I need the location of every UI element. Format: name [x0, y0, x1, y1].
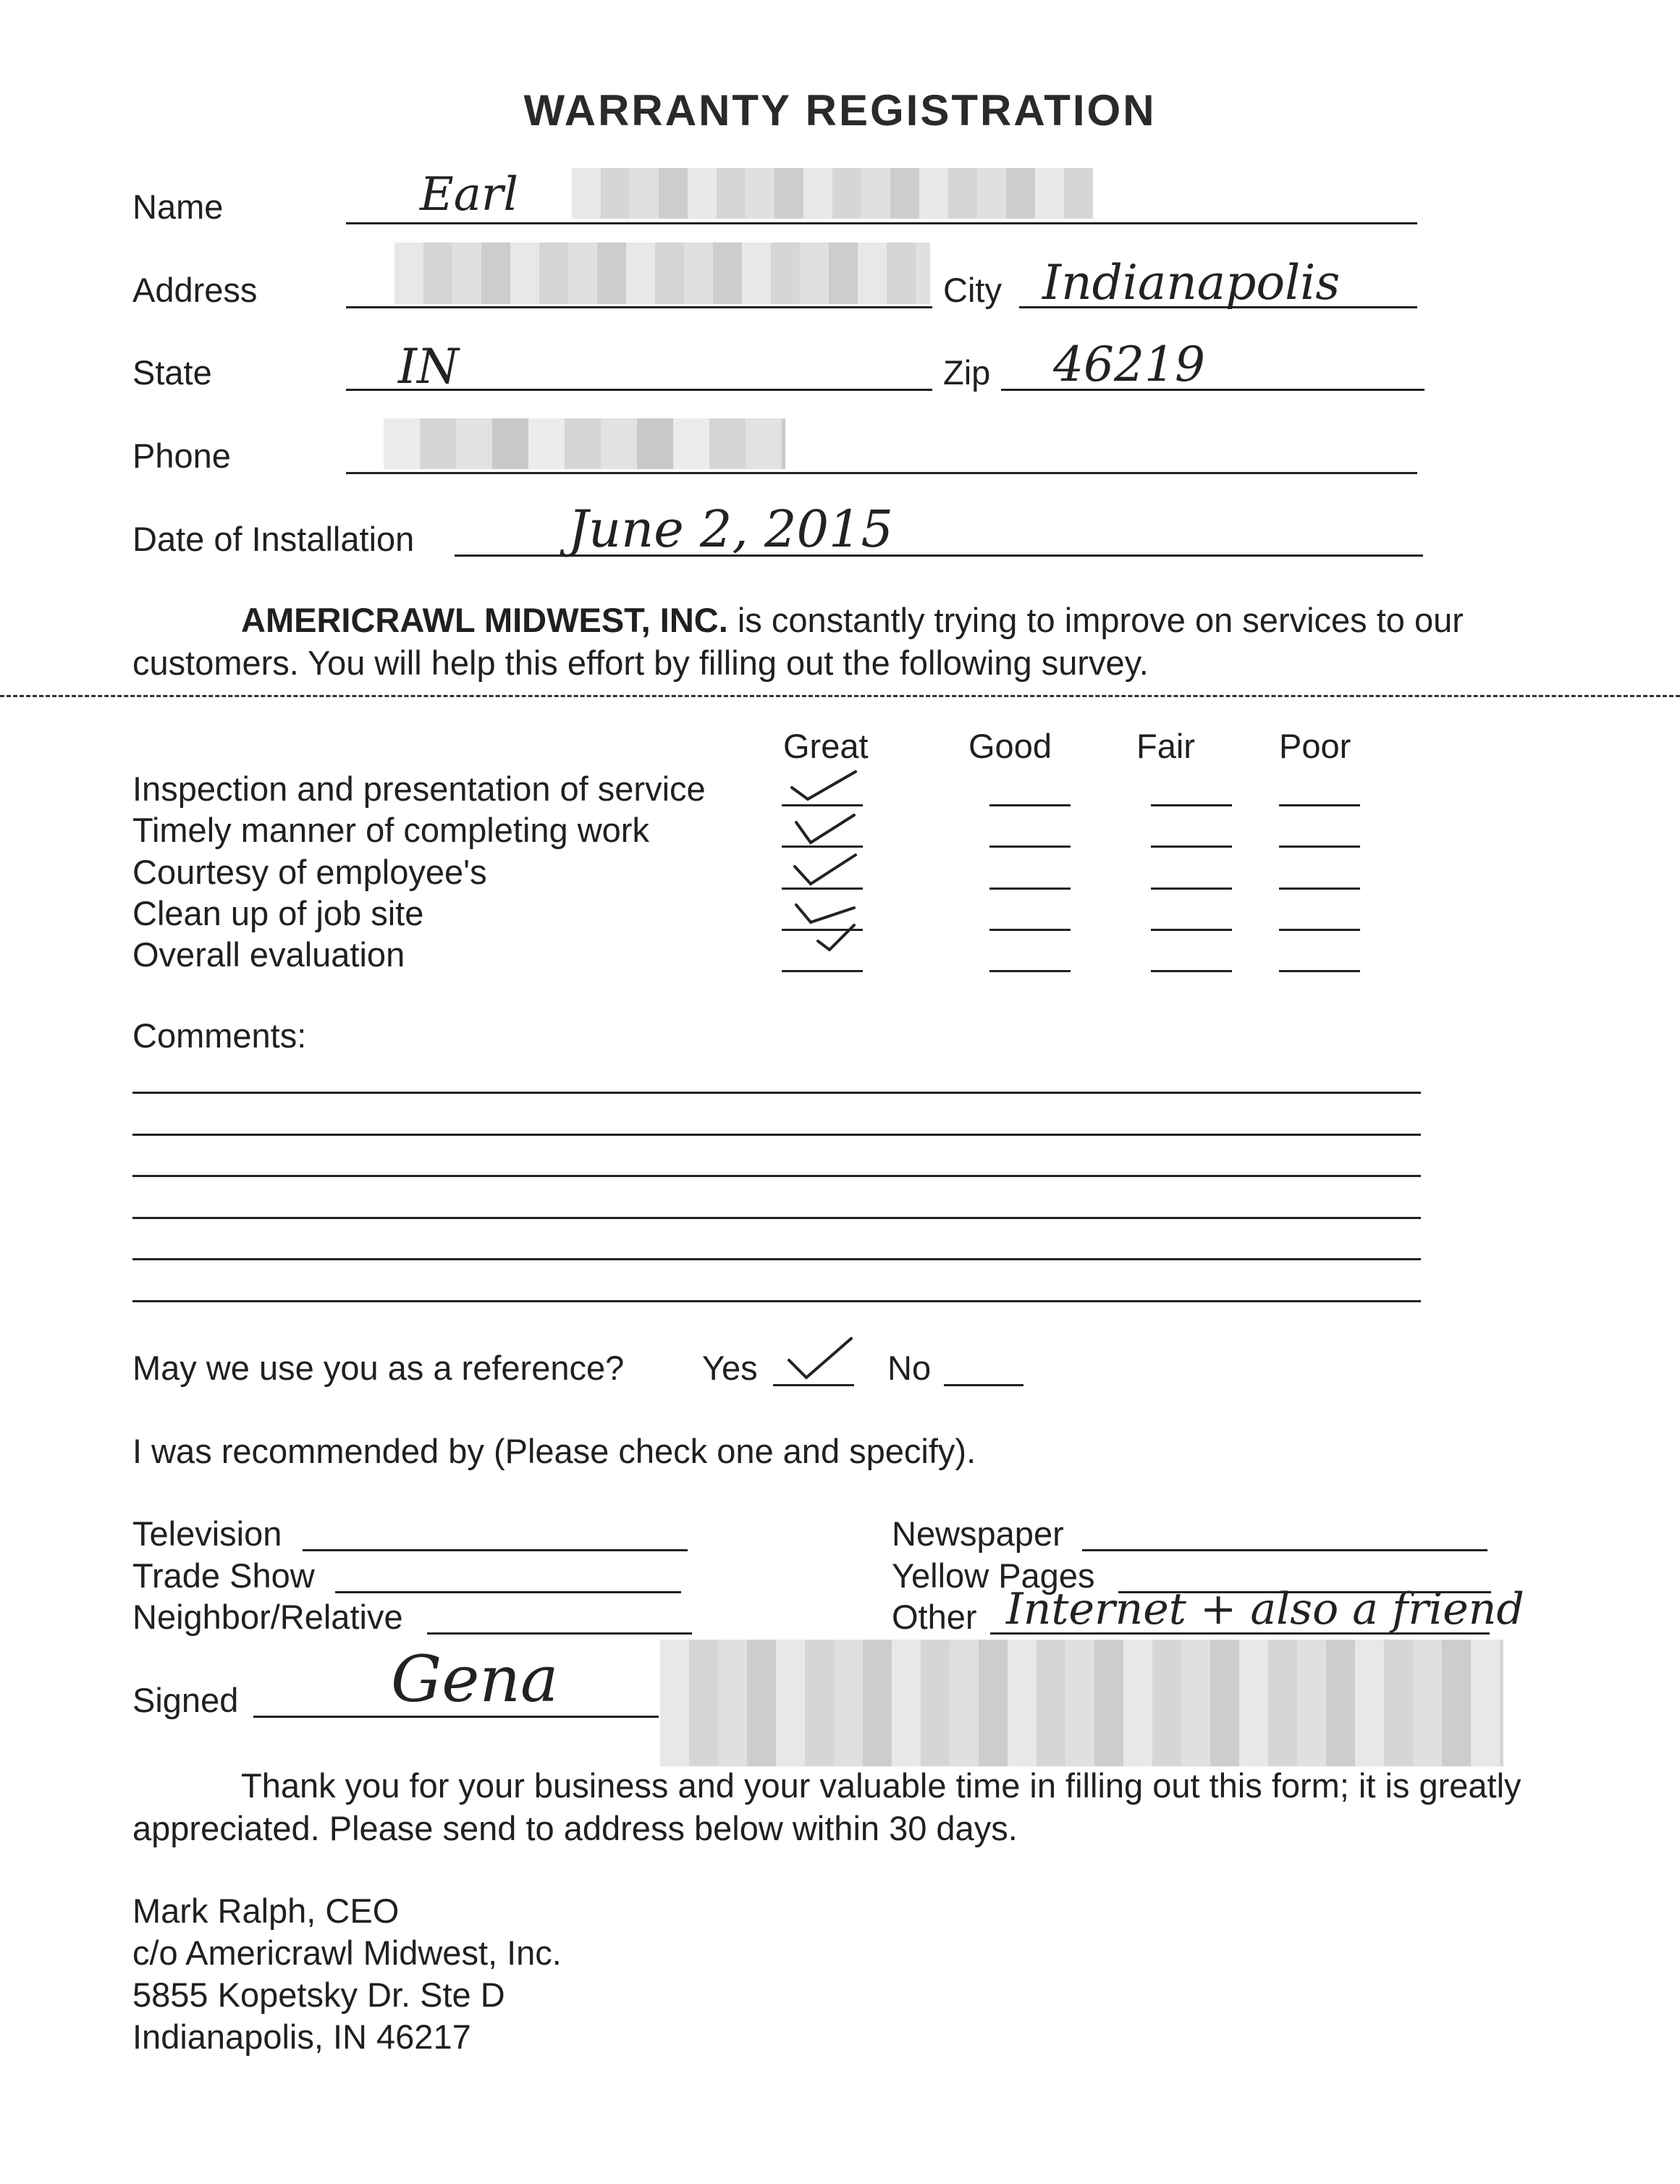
- newspaper-blank[interactable]: [1082, 1549, 1487, 1551]
- survey-answer-blank[interactable]: [989, 804, 1071, 806]
- signed-label: Signed: [132, 1681, 239, 1719]
- state-value: IN: [398, 339, 459, 395]
- city-label: City: [943, 271, 1002, 309]
- zip-label: Zip: [943, 353, 991, 392]
- phone-label: Phone: [132, 437, 231, 475]
- survey-answer-blank[interactable]: [1279, 929, 1360, 931]
- neighbor-label: Neighbor/Relative: [132, 1598, 403, 1636]
- trade-show-label: Trade Show: [132, 1556, 315, 1595]
- zip-value: 46219: [1053, 337, 1205, 392]
- comment-line[interactable]: [132, 1092, 1421, 1094]
- survey-answer-blank[interactable]: [1279, 970, 1360, 972]
- comment-line[interactable]: [132, 1258, 1421, 1260]
- tear-line: [0, 695, 1680, 697]
- other-label: Other: [892, 1598, 977, 1636]
- date-value: June 2, 2015: [568, 499, 894, 559]
- city-value: Indianapolis: [1042, 255, 1341, 311]
- intro-line-1: [241, 599, 1464, 641]
- check-icon: [789, 809, 861, 847]
- row-label: Clean up of job site: [132, 894, 424, 932]
- survey-answer-blank[interactable]: [989, 970, 1071, 972]
- survey-answer-blank[interactable]: [1279, 887, 1360, 890]
- check-icon: [789, 851, 861, 888]
- trade-show-blank[interactable]: [335, 1591, 681, 1593]
- survey-answer-blank[interactable]: [1151, 887, 1232, 890]
- no-blank[interactable]: [944, 1384, 1023, 1386]
- address-line: c/o Americrawl Midwest, Inc.: [132, 1934, 562, 1972]
- name-value: Earl: [420, 168, 518, 222]
- yes-blank[interactable]: [773, 1384, 854, 1386]
- col-fair: Fair: [1136, 727, 1195, 765]
- check-icon: [783, 1336, 856, 1382]
- date-label: Date of Installation: [132, 520, 415, 558]
- survey-answer-blank[interactable]: [989, 929, 1071, 931]
- comment-line[interactable]: [132, 1217, 1421, 1219]
- address-label: Address: [132, 271, 258, 309]
- closing-line-2: appreciated. Please send to address below within 30 days.: [132, 1809, 1018, 1847]
- survey-answer-blank[interactable]: [1151, 970, 1232, 972]
- survey-answer-blank[interactable]: [1151, 804, 1232, 806]
- row-label: Overall evaluation: [132, 935, 405, 974]
- row-label: Timely manner of completing work: [132, 811, 649, 849]
- neighbor-blank[interactable]: [427, 1632, 692, 1635]
- company-name: AMERICRAWL MIDWEST, INC.: [241, 601, 728, 639]
- intro-line-2: customers. You will help this effort by filling out the following survey.: [132, 644, 1149, 682]
- survey-answer-blank[interactable]: [989, 887, 1071, 890]
- check-icon: [789, 898, 861, 956]
- other-value: Internet + also a friend: [1006, 1584, 1524, 1635]
- address-line[interactable]: [346, 306, 932, 308]
- col-great: Great: [783, 727, 869, 765]
- comments-label: Comments:: [132, 1016, 307, 1055]
- form-title: WARRANTY REGISTRATION: [523, 86, 1157, 135]
- address-line: 5855 Kopetsky Dr. Ste D: [132, 1976, 505, 2014]
- address-line: Mark Ralph, CEO: [132, 1892, 400, 1930]
- comment-line[interactable]: [132, 1300, 1421, 1302]
- survey-answer-blank[interactable]: [1279, 846, 1360, 848]
- col-poor: Poor: [1279, 727, 1351, 765]
- comment-line[interactable]: [132, 1175, 1421, 1177]
- recommended-prompt: I was recommended by (Please check one and specify).: [132, 1432, 976, 1470]
- check-icon: [789, 767, 861, 805]
- row-label: Inspection and presentation of service: [132, 770, 706, 808]
- address-line: Indianapolis, IN 46217: [132, 2018, 471, 2056]
- yellow-pages-label: Yellow Pages: [892, 1556, 1095, 1595]
- no-label: No: [887, 1349, 932, 1387]
- survey-answer-blank[interactable]: [1151, 846, 1232, 848]
- col-good: Good: [968, 727, 1052, 765]
- closing-line-1: Thank you for your business and your valuable time in filling out this form; it is greatly: [241, 1766, 1521, 1805]
- redacted-signature: [660, 1640, 1503, 1766]
- survey-answer-blank[interactable]: [1279, 804, 1360, 806]
- survey-answer-blank[interactable]: [1151, 929, 1232, 931]
- comment-line[interactable]: [132, 1134, 1421, 1136]
- reference-question: May we use you as a reference?: [132, 1349, 625, 1387]
- survey-answer-blank[interactable]: [989, 846, 1071, 848]
- survey-answer-blank[interactable]: [782, 970, 863, 972]
- television-blank[interactable]: [303, 1549, 688, 1551]
- redacted-phone: [384, 418, 785, 469]
- yes-label: Yes: [702, 1349, 758, 1387]
- state-label: State: [132, 353, 212, 392]
- signature: Gena: [391, 1642, 559, 1716]
- newspaper-label: Newspaper: [892, 1514, 1064, 1553]
- row-label: Courtesy of employee's: [132, 853, 487, 891]
- name-line[interactable]: [346, 222, 1417, 224]
- redacted-address: [394, 243, 930, 304]
- name-label: Name: [132, 187, 224, 226]
- phone-line[interactable]: [346, 472, 1417, 474]
- television-label: Television: [132, 1514, 282, 1553]
- redacted-name: [572, 168, 1093, 219]
- intro-line-1-rest: is constantly trying to improve on services to our: [727, 601, 1464, 639]
